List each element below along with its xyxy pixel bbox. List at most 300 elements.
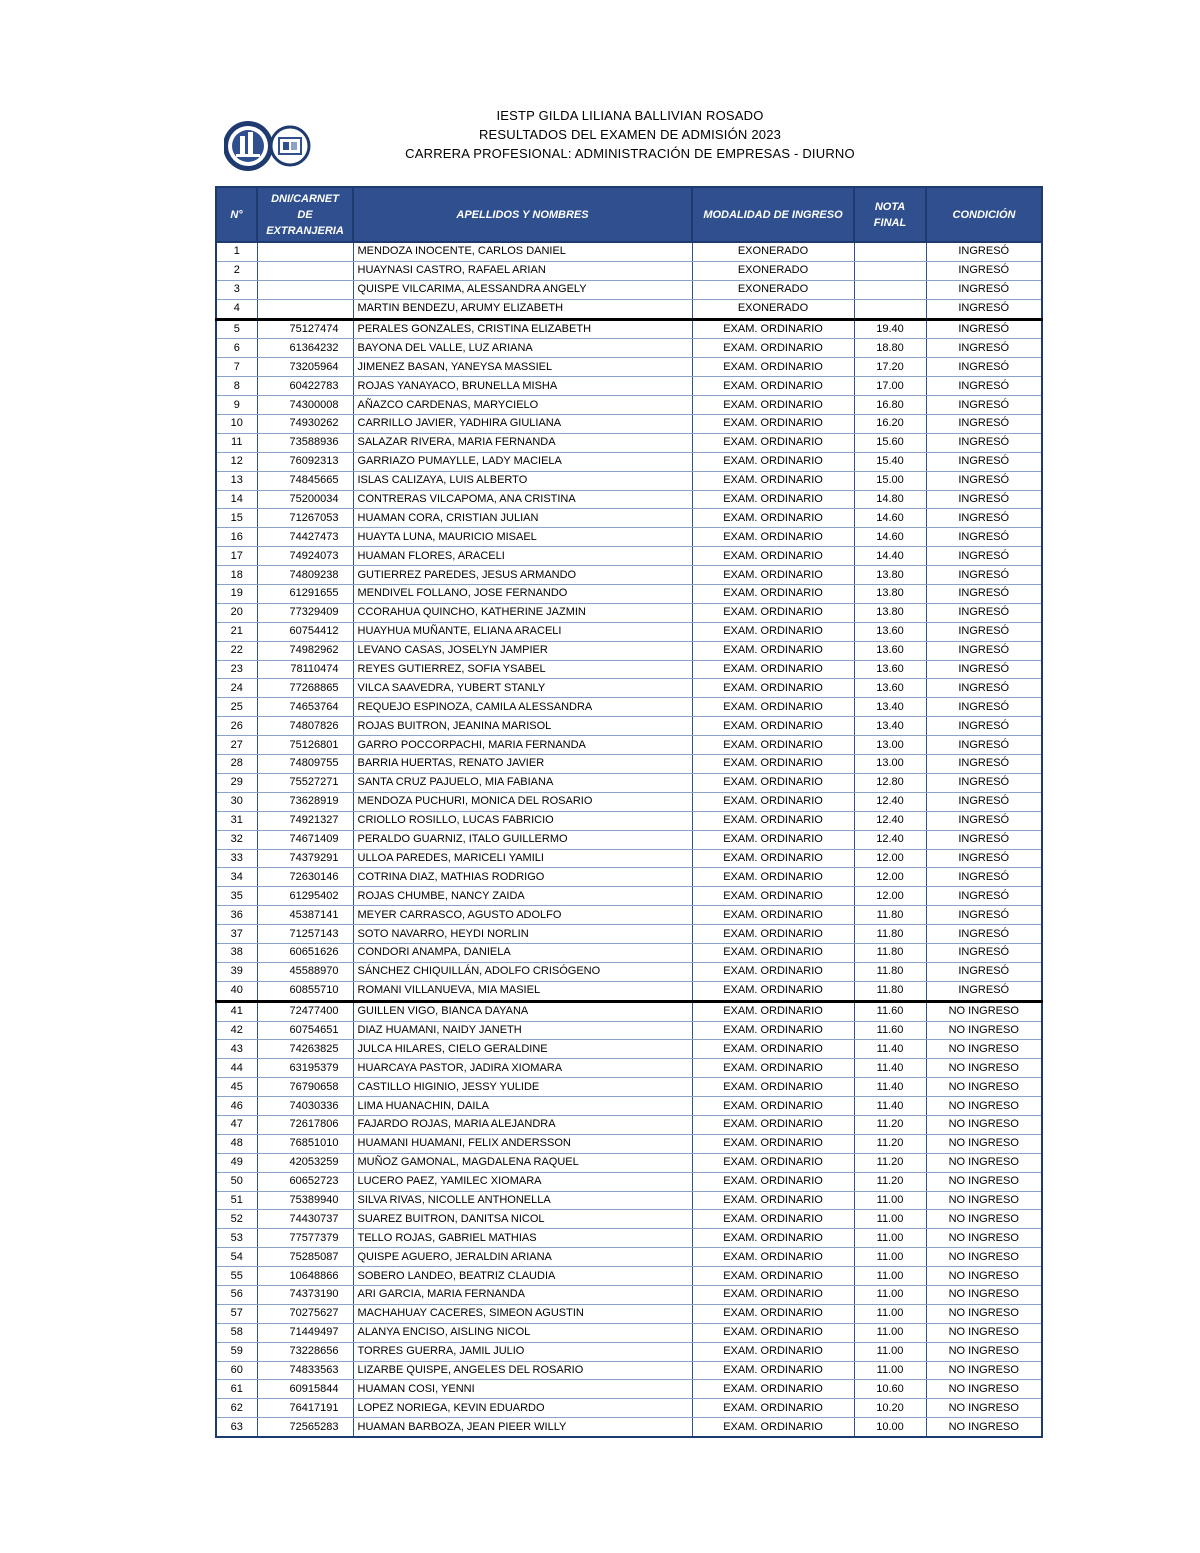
row-modalidad: EXONERADO <box>692 242 854 261</box>
row-condicion: INGRESÓ <box>926 792 1042 811</box>
row-condicion: NO INGRESO <box>926 1323 1042 1342</box>
row-nota: 17.00 <box>854 377 926 396</box>
row-modalidad: EXAM. ORDINARIO <box>692 585 854 604</box>
row-name: ARI GARCIA, MARIA FERNANDA <box>353 1285 692 1304</box>
nota-header-line2: FINAL <box>873 216 907 229</box>
row-name: SILVA RIVAS, NICOLLE ANTHONELLA <box>353 1191 692 1210</box>
row-name: REYES GUTIERREZ, SOFIA YSABEL <box>353 660 692 679</box>
row-modalidad: EXAM. ORDINARIO <box>692 981 854 1001</box>
row-nota: 12.00 <box>854 887 926 906</box>
row-name: MENDIVEL FOLLANO, JOSE FERNANDO <box>353 585 692 604</box>
row-dni: 78110474 <box>257 660 353 679</box>
row-number: 10 <box>216 415 257 434</box>
row-condicion: INGRESÓ <box>926 736 1042 755</box>
row-number: 37 <box>216 925 257 944</box>
row-condicion: INGRESÓ <box>926 299 1042 319</box>
row-name: ULLOA PAREDES, MARICELI YAMILI <box>353 849 692 868</box>
table-row <box>216 925 1042 944</box>
row-name: HUAYTA LUNA, MAURICIO MISAEL <box>353 528 692 547</box>
row-modalidad: EXAM. ORDINARIO <box>692 868 854 887</box>
row-name: GUILLEN VIGO, BIANCA DAYANA <box>353 1001 692 1021</box>
row-number: 15 <box>216 509 257 528</box>
table-row <box>216 1210 1042 1229</box>
row-number: 18 <box>216 566 257 585</box>
row-dni: 74030336 <box>257 1097 353 1116</box>
row-name: LIZARBE QUISPE, ANGELES DEL ROSARIO <box>353 1361 692 1380</box>
table-row <box>216 717 1042 736</box>
table-row <box>216 433 1042 452</box>
row-nota: 14.40 <box>854 547 926 566</box>
table-row <box>216 830 1042 849</box>
row-modalidad: EXAM. ORDINARIO <box>692 490 854 509</box>
row-modalidad: EXAM. ORDINARIO <box>692 1172 854 1191</box>
row-nota: 13.60 <box>854 622 926 641</box>
col-header-num: N° <box>216 187 257 242</box>
row-condicion: INGRESÓ <box>926 358 1042 377</box>
table-row <box>216 509 1042 528</box>
row-condicion: NO INGRESO <box>926 1078 1042 1097</box>
document-header <box>0 106 1200 163</box>
row-condicion: INGRESÓ <box>926 433 1042 452</box>
row-nota: 11.80 <box>854 981 926 1001</box>
table-row <box>216 1342 1042 1361</box>
row-modalidad: EXAM. ORDINARIO <box>692 1134 854 1153</box>
row-name: PERALES GONZALES, CRISTINA ELIZABETH <box>353 319 692 339</box>
row-dni: 71257143 <box>257 925 353 944</box>
row-condicion: INGRESÓ <box>926 811 1042 830</box>
table-row <box>216 319 1042 339</box>
row-name: HUAMAN FLORES, ARACELI <box>353 547 692 566</box>
row-number: 5 <box>216 319 257 339</box>
row-nota: 11.40 <box>854 1097 926 1116</box>
row-dni: 72477400 <box>257 1001 353 1021</box>
row-name: CRIOLLO ROSILLO, LUCAS FABRICIO <box>353 811 692 830</box>
row-name: LEVANO CASAS, JOSELYN JAMPIER <box>353 641 692 660</box>
row-modalidad: EXAM. ORDINARIO <box>692 717 854 736</box>
row-condicion: INGRESÓ <box>926 981 1042 1001</box>
table-row <box>216 641 1042 660</box>
row-name: MACHAHUAY CACERES, SIMEON AGUSTIN <box>353 1304 692 1323</box>
col-header-condicion: CONDICIÓN <box>926 187 1042 242</box>
row-nota: 11.20 <box>854 1153 926 1172</box>
row-dni: 74671409 <box>257 830 353 849</box>
row-nota: 14.80 <box>854 490 926 509</box>
dni-header-line1: DNI/CARNET <box>271 192 339 205</box>
row-name: REQUEJO ESPINOZA, CAMILA ALESSANDRA <box>353 698 692 717</box>
row-dni: 73588936 <box>257 433 353 452</box>
table-row <box>216 1097 1042 1116</box>
row-nota: 13.00 <box>854 755 926 774</box>
row-modalidad: EXAM. ORDINARIO <box>692 736 854 755</box>
row-dni: 74809238 <box>257 566 353 585</box>
table-row <box>216 1153 1042 1172</box>
col-header-name: APELLIDOS Y NOMBRES <box>353 187 692 242</box>
row-modalidad: EXAM. ORDINARIO <box>692 547 854 566</box>
row-number: 54 <box>216 1248 257 1267</box>
row-condicion: INGRESÓ <box>926 471 1042 490</box>
table-row <box>216 1115 1042 1134</box>
row-modalidad: EXAM. ORDINARIO <box>692 1285 854 1304</box>
row-number: 6 <box>216 339 257 358</box>
row-number: 25 <box>216 698 257 717</box>
row-number: 32 <box>216 830 257 849</box>
row-condicion: INGRESÓ <box>926 660 1042 679</box>
row-nota: 12.40 <box>854 792 926 811</box>
row-name: SANTA CRUZ PAJUELO, MIA FABIANA <box>353 773 692 792</box>
row-dni: 60915844 <box>257 1380 353 1399</box>
row-modalidad: EXAM. ORDINARIO <box>692 1191 854 1210</box>
row-dni <box>257 261 353 280</box>
row-dni: 74924073 <box>257 547 353 566</box>
row-modalidad: EXAM. ORDINARIO <box>692 755 854 774</box>
row-nota: 11.00 <box>854 1323 926 1342</box>
row-name: DIAZ HUAMANI, NAIDY JANETH <box>353 1021 692 1040</box>
row-nota: 13.40 <box>854 717 926 736</box>
row-name: HUAYNASI CASTRO, RAFAEL ARIAN <box>353 261 692 280</box>
row-modalidad: EXAM. ORDINARIO <box>692 906 854 925</box>
row-condicion: INGRESÓ <box>926 906 1042 925</box>
row-nota: 13.80 <box>854 566 926 585</box>
row-nota: 11.00 <box>854 1191 926 1210</box>
row-name: BARRIA HUERTAS, RENATO JAVIER <box>353 755 692 774</box>
row-nota: 11.80 <box>854 925 926 944</box>
row-name: COTRINA DIAZ, MATHIAS RODRIGO <box>353 868 692 887</box>
row-nota: 11.00 <box>854 1210 926 1229</box>
row-number: 63 <box>216 1418 257 1437</box>
row-dni: 63195379 <box>257 1059 353 1078</box>
row-condicion: INGRESÓ <box>926 641 1042 660</box>
row-condicion: INGRESÓ <box>926 261 1042 280</box>
row-name: BAYONA DEL VALLE, LUZ ARIANA <box>353 339 692 358</box>
row-dni: 74921327 <box>257 811 353 830</box>
row-number: 11 <box>216 433 257 452</box>
row-dni: 72617806 <box>257 1115 353 1134</box>
row-dni: 74930262 <box>257 415 353 434</box>
row-condicion: NO INGRESO <box>926 1021 1042 1040</box>
table-row <box>216 490 1042 509</box>
row-nota: 12.00 <box>854 849 926 868</box>
row-name: ROJAS YANAYACO, BRUNELLA MISHA <box>353 377 692 396</box>
row-condicion: NO INGRESO <box>926 1342 1042 1361</box>
row-number: 23 <box>216 660 257 679</box>
row-modalidad: EXAM. ORDINARIO <box>692 1361 854 1380</box>
row-modalidad: EXAM. ORDINARIO <box>692 830 854 849</box>
row-condicion: INGRESÓ <box>926 509 1042 528</box>
row-condicion: NO INGRESO <box>926 1418 1042 1437</box>
row-modalidad: EXAM. ORDINARIO <box>692 1248 854 1267</box>
row-number: 1 <box>216 242 257 261</box>
row-dni: 42053259 <box>257 1153 353 1172</box>
row-number: 31 <box>216 811 257 830</box>
row-modalidad: EXONERADO <box>692 261 854 280</box>
row-nota: 10.00 <box>854 1418 926 1437</box>
row-modalidad: EXAM. ORDINARIO <box>692 471 854 490</box>
row-nota: 11.60 <box>854 1021 926 1040</box>
dni-header-line2: DE <box>297 208 313 221</box>
row-dni: 75389940 <box>257 1191 353 1210</box>
row-number: 53 <box>216 1229 257 1248</box>
row-number: 2 <box>216 261 257 280</box>
row-number: 44 <box>216 1059 257 1078</box>
row-nota: 11.00 <box>854 1267 926 1286</box>
row-nota: 13.60 <box>854 641 926 660</box>
table-row <box>216 679 1042 698</box>
row-name: LUCERO PAEZ, YAMILEC XIOMARA <box>353 1172 692 1191</box>
table-row <box>216 962 1042 981</box>
row-number: 8 <box>216 377 257 396</box>
row-condicion: NO INGRESO <box>926 1172 1042 1191</box>
row-nota: 10.60 <box>854 1380 926 1399</box>
row-number: 57 <box>216 1304 257 1323</box>
row-dni: 74833563 <box>257 1361 353 1380</box>
row-number: 13 <box>216 471 257 490</box>
row-dni: 70275627 <box>257 1304 353 1323</box>
row-condicion: NO INGRESO <box>926 1001 1042 1021</box>
row-number: 47 <box>216 1115 257 1134</box>
row-dni: 60855710 <box>257 981 353 1001</box>
row-modalidad: EXONERADO <box>692 299 854 319</box>
row-dni: 72565283 <box>257 1418 353 1437</box>
col-header-nota <box>854 187 926 242</box>
row-condicion: NO INGRESO <box>926 1285 1042 1304</box>
table-row <box>216 622 1042 641</box>
table-row <box>216 396 1042 415</box>
table-row <box>216 528 1042 547</box>
row-name: CASTILLO HIGINIO, JESSY YULIDE <box>353 1078 692 1097</box>
results-table <box>215 186 1043 1438</box>
row-name: SUAREZ BUITRON, DANITSA NICOL <box>353 1210 692 1229</box>
row-nota: 15.00 <box>854 471 926 490</box>
row-dni: 45588970 <box>257 962 353 981</box>
row-condicion: INGRESÓ <box>926 242 1042 261</box>
row-number: 21 <box>216 622 257 641</box>
row-name: LIMA HUANACHIN, DAILA <box>353 1097 692 1116</box>
row-modalidad: EXAM. ORDINARIO <box>692 1115 854 1134</box>
row-number: 43 <box>216 1040 257 1059</box>
row-condicion: INGRESÓ <box>926 396 1042 415</box>
row-nota: 10.20 <box>854 1399 926 1418</box>
row-dni: 60651626 <box>257 943 353 962</box>
table-row <box>216 1134 1042 1153</box>
row-modalidad: EXAM. ORDINARIO <box>692 509 854 528</box>
row-condicion: INGRESÓ <box>926 830 1042 849</box>
row-number: 51 <box>216 1191 257 1210</box>
row-number: 9 <box>216 396 257 415</box>
row-number: 45 <box>216 1078 257 1097</box>
row-modalidad: EXAM. ORDINARIO <box>692 319 854 339</box>
row-dni: 60754412 <box>257 622 353 641</box>
row-modalidad: EXAM. ORDINARIO <box>692 566 854 585</box>
row-modalidad: EXAM. ORDINARIO <box>692 641 854 660</box>
row-condicion: INGRESÓ <box>926 377 1042 396</box>
row-nota: 12.00 <box>854 868 926 887</box>
row-modalidad: EXAM. ORDINARIO <box>692 1040 854 1059</box>
row-number: 34 <box>216 868 257 887</box>
table-row <box>216 811 1042 830</box>
row-name: CARRILLO JAVIER, YADHIRA GIULIANA <box>353 415 692 434</box>
row-dni: 74653764 <box>257 698 353 717</box>
table-row <box>216 471 1042 490</box>
row-name: TORRES GUERRA, JAMIL JULIO <box>353 1342 692 1361</box>
row-nota: 12.40 <box>854 811 926 830</box>
row-condicion: INGRESÓ <box>926 849 1042 868</box>
row-number: 39 <box>216 962 257 981</box>
row-name: MUÑOZ GAMONAL, MAGDALENA RAQUEL <box>353 1153 692 1172</box>
row-condicion: INGRESÓ <box>926 943 1042 962</box>
row-nota: 11.00 <box>854 1285 926 1304</box>
row-dni: 75127474 <box>257 319 353 339</box>
row-condicion: NO INGRESO <box>926 1097 1042 1116</box>
row-number: 4 <box>216 299 257 319</box>
row-nota: 12.80 <box>854 773 926 792</box>
table-row <box>216 1267 1042 1286</box>
row-number: 40 <box>216 981 257 1001</box>
col-header-modalidad: MODALIDAD DE INGRESO <box>692 187 854 242</box>
row-name: HUARCAYA PASTOR, JADIRA XIOMARA <box>353 1059 692 1078</box>
row-number: 14 <box>216 490 257 509</box>
table-row <box>216 755 1042 774</box>
row-condicion: NO INGRESO <box>926 1248 1042 1267</box>
row-name: CONDORI ANAMPA, DANIELA <box>353 943 692 962</box>
row-condicion: INGRESÓ <box>926 962 1042 981</box>
row-modalidad: EXAM. ORDINARIO <box>692 1399 854 1418</box>
row-number: 41 <box>216 1001 257 1021</box>
row-number: 12 <box>216 452 257 471</box>
row-nota: 11.40 <box>854 1059 926 1078</box>
table-row <box>216 242 1042 261</box>
row-dni: 74300008 <box>257 396 353 415</box>
row-number: 55 <box>216 1267 257 1286</box>
row-number: 27 <box>216 736 257 755</box>
row-modalidad: EXAM. ORDINARIO <box>692 1229 854 1248</box>
row-modalidad: EXAM. ORDINARIO <box>692 1210 854 1229</box>
row-number: 22 <box>216 641 257 660</box>
row-modalidad: EXAM. ORDINARIO <box>692 887 854 906</box>
row-name: CCORAHUA QUINCHO, KATHERINE JAZMIN <box>353 603 692 622</box>
row-nota: 13.80 <box>854 585 926 604</box>
row-modalidad: EXAM. ORDINARIO <box>692 1323 854 1342</box>
table-row <box>216 1078 1042 1097</box>
row-dni: 73628919 <box>257 792 353 811</box>
row-condicion: NO INGRESO <box>926 1399 1042 1418</box>
row-condicion: NO INGRESO <box>926 1059 1042 1078</box>
col-header-dni <box>257 187 353 242</box>
row-nota: 15.40 <box>854 452 926 471</box>
table-row <box>216 906 1042 925</box>
row-condicion: NO INGRESO <box>926 1267 1042 1286</box>
row-modalidad: EXAM. ORDINARIO <box>692 943 854 962</box>
table-row <box>216 1399 1042 1418</box>
row-dni <box>257 242 353 261</box>
row-name: QUISPE AGUERO, JERALDIN ARIANA <box>353 1248 692 1267</box>
row-number: 29 <box>216 773 257 792</box>
row-nota: 14.60 <box>854 528 926 547</box>
row-nota <box>854 299 926 319</box>
row-name: LOPEZ NORIEGA, KEVIN EDUARDO <box>353 1399 692 1418</box>
row-dni: 75285087 <box>257 1248 353 1267</box>
row-dni: 77577379 <box>257 1229 353 1248</box>
table-row <box>216 981 1042 1001</box>
row-nota: 14.60 <box>854 509 926 528</box>
table-row <box>216 1172 1042 1191</box>
row-dni: 74845665 <box>257 471 353 490</box>
table-row <box>216 547 1042 566</box>
row-dni: 76092313 <box>257 452 353 471</box>
row-number: 30 <box>216 792 257 811</box>
row-modalidad: EXAM. ORDINARIO <box>692 1304 854 1323</box>
row-dni: 74373190 <box>257 1285 353 1304</box>
row-dni: 74379291 <box>257 849 353 868</box>
row-condicion: INGRESÓ <box>926 773 1042 792</box>
institution-name: IESTP GILDA LILIANA BALLIVIAN ROSADO <box>496 108 764 123</box>
table-row <box>216 1285 1042 1304</box>
row-name: HUAMAN BARBOZA, JEAN PIEER WILLY <box>353 1418 692 1437</box>
row-nota: 11.00 <box>854 1361 926 1380</box>
row-dni: 77268865 <box>257 679 353 698</box>
row-nota: 17.20 <box>854 358 926 377</box>
row-name: HUAMAN COSI, YENNI <box>353 1380 692 1399</box>
row-modalidad: EXAM. ORDINARIO <box>692 415 854 434</box>
row-nota: 11.80 <box>854 962 926 981</box>
row-nota: 13.40 <box>854 698 926 717</box>
row-name: MENDOZA INOCENTE, CARLOS DANIEL <box>353 242 692 261</box>
row-condicion: INGRESÓ <box>926 585 1042 604</box>
row-name: QUISPE VILCARIMA, ALESSANDRA ANGELY <box>353 280 692 299</box>
row-dni: 60754651 <box>257 1021 353 1040</box>
row-nota: 13.80 <box>854 603 926 622</box>
row-condicion: NO INGRESO <box>926 1134 1042 1153</box>
table-row <box>216 943 1042 962</box>
table-row <box>216 280 1042 299</box>
row-nota: 11.20 <box>854 1134 926 1153</box>
row-name: SOTO NAVARRO, HEYDI NORLIN <box>353 925 692 944</box>
row-name: SALAZAR RIVERA, MARIA FERNANDA <box>353 433 692 452</box>
row-condicion: NO INGRESO <box>926 1115 1042 1134</box>
row-modalidad: EXAM. ORDINARIO <box>692 962 854 981</box>
row-condicion: NO INGRESO <box>926 1210 1042 1229</box>
row-dni: 73205964 <box>257 358 353 377</box>
row-number: 33 <box>216 849 257 868</box>
row-name: GUTIERREZ PAREDES, JESUS ARMANDO <box>353 566 692 585</box>
row-dni: 74809755 <box>257 755 353 774</box>
row-dni: 10648866 <box>257 1267 353 1286</box>
row-modalidad: EXAM. ORDINARIO <box>692 452 854 471</box>
row-name: ISLAS CALIZAYA, LUIS ALBERTO <box>353 471 692 490</box>
row-condicion: INGRESÓ <box>926 547 1042 566</box>
row-number: 28 <box>216 755 257 774</box>
row-dni: 60422783 <box>257 377 353 396</box>
row-modalidad: EXAM. ORDINARIO <box>692 1078 854 1097</box>
row-name: HUAMAN CORA, CRISTIAN JULIAN <box>353 509 692 528</box>
row-nota <box>854 280 926 299</box>
row-condicion: INGRESÓ <box>926 887 1042 906</box>
row-nota: 18.80 <box>854 339 926 358</box>
row-condicion: INGRESÓ <box>926 755 1042 774</box>
nota-header-line1: NOTA <box>874 200 906 213</box>
table-row <box>216 1059 1042 1078</box>
row-modalidad: EXAM. ORDINARIO <box>692 849 854 868</box>
row-modalidad: EXAM. ORDINARIO <box>692 1021 854 1040</box>
table-row <box>216 1040 1042 1059</box>
row-modalidad: EXAM. ORDINARIO <box>692 1001 854 1021</box>
row-nota: 11.00 <box>854 1248 926 1267</box>
row-modalidad: EXAM. ORDINARIO <box>692 603 854 622</box>
row-condicion: INGRESÓ <box>926 319 1042 339</box>
row-nota: 13.00 <box>854 736 926 755</box>
row-number: 26 <box>216 717 257 736</box>
table-row <box>216 849 1042 868</box>
row-number: 7 <box>216 358 257 377</box>
